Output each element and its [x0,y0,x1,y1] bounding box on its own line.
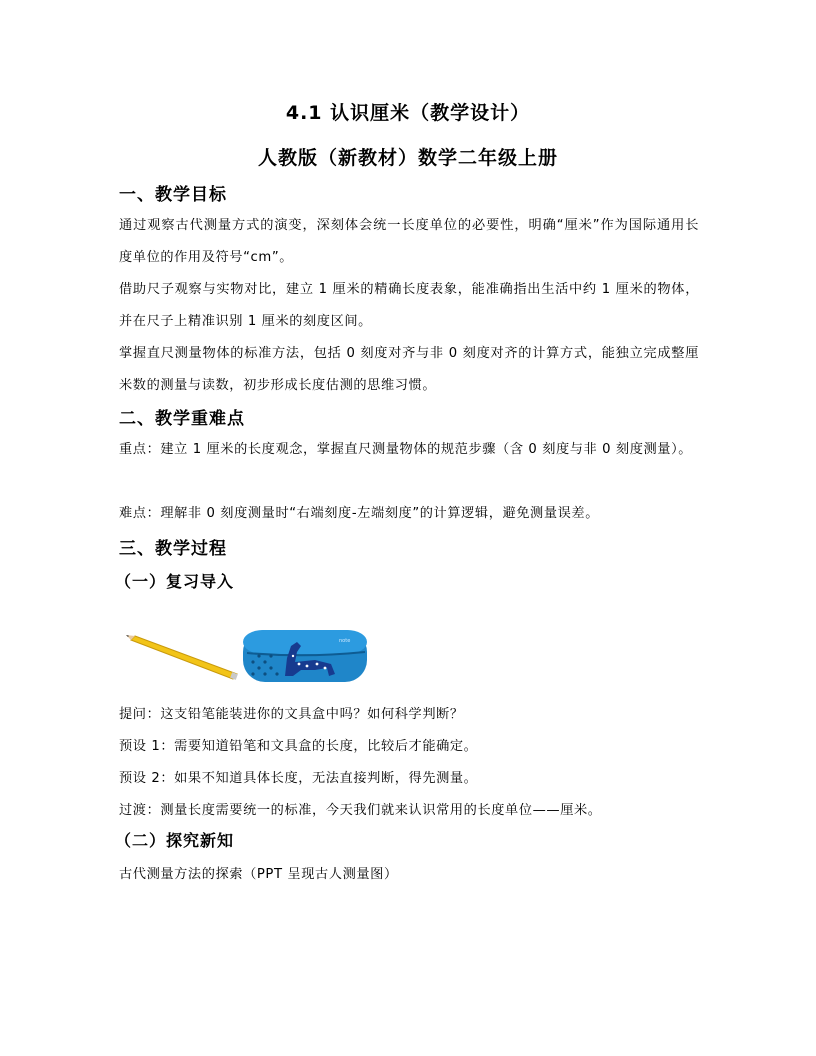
preset-answer-1: 预设 1：需要知道铅笔和文具盒的长度，比较后才能确定。 [119,739,478,754]
objective-paragraph-1: 通过观察古代测量方式的演变，深刻体会统一长度单位的必要性，明确“厘米”作为国际通用长度单位的作用及符号“cm”。 [119,218,699,265]
pencil-and-pencil-case-illustration [125,622,375,686]
transition-text: 过渡：测量长度需要统一的标准，今天我们就来认识常用的长度单位——厘米。 [119,803,602,818]
key-point-paragraph: 重点：建立 1 厘米的长度观念，掌握直尺测量物体的规范步骤（含 0 刻度与非 0 刻度测量）。 [119,442,693,457]
document-title: 4.1 认识厘米（教学设计） [285,102,531,124]
section-heading-process: 三、教学过程 [119,539,227,559]
svg-text:note: note [339,638,351,644]
subsection-heading-explore: （二）探究新知 [115,831,235,850]
pencil-icon [126,635,238,680]
pencil-case-icon [243,630,367,682]
objective-paragraph-3: 掌握直尺测量物体的标准方法，包括 0 刻度对齐与非 0 刻度对齐的计算方式，能独立完成整厘米数的测量与读数，初步形成长度估测的思维习惯。 [119,346,699,393]
explore-line-1: 古代测量方法的探索（PPT 呈现古人测量图） [119,867,398,882]
section-heading-objectives: 一、教学目标 [119,185,227,205]
difficulty-paragraph: 难点：理解非 0 刻度测量时“右端刻度-左端刻度”的计算逻辑，避免测量误差。 [119,506,599,521]
review-question: 提问：这支铅笔能装进你的文具盒中吗？如何科学判断？ [119,707,464,722]
preset-answer-2: 预设 2：如果不知道具体长度，无法直接判断，得先测量。 [119,771,478,786]
subsection-heading-review: （一）复习导入 [115,572,235,591]
document-subtitle: 人教版（新教材）数学二年级上册 [257,147,558,169]
section-heading-key-points: 二、教学重难点 [119,409,245,429]
objective-paragraph-2: 借助尺子观察与实物对比，建立 1 厘米的精确长度表象，能准确指出生活中约 1 厘米的物体，并在尺子上精准识别 1 厘米的刻度区间。 [119,282,699,329]
